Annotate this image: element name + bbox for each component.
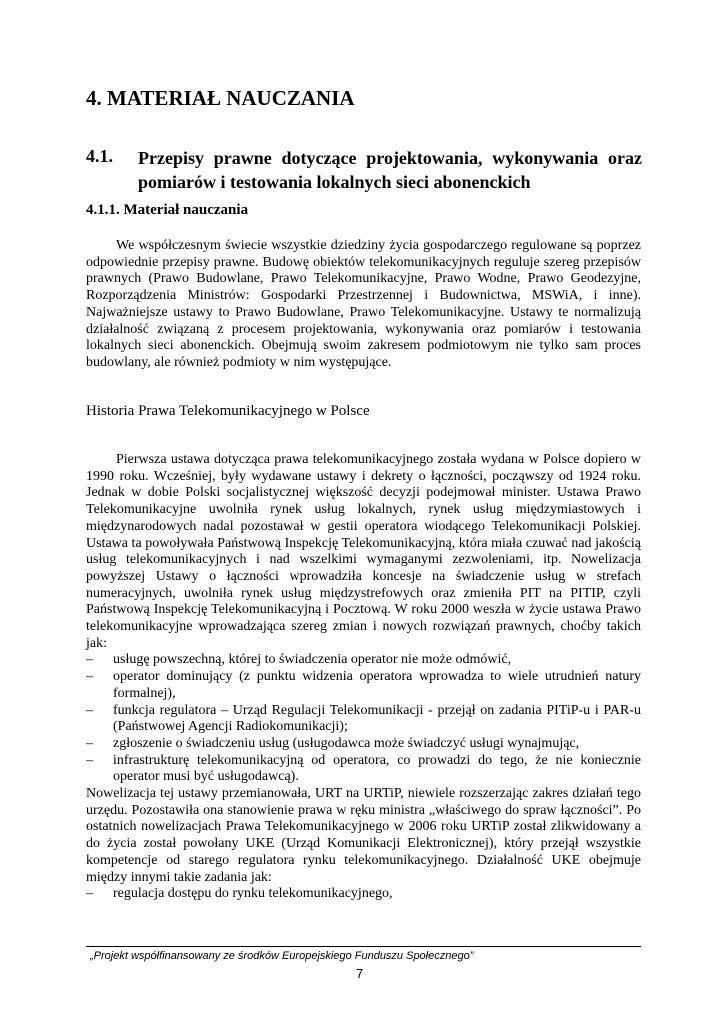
list-item: – regulacja dostępu do rynku telekomunikacyjnego, xyxy=(86,886,641,903)
subsection-title: 4.1.1. Materiał nauczania xyxy=(86,202,249,218)
list-item: – infrastrukturę telekomunikacyjną od operatora, co prowadzi do tego, że nie koniecznie operator musi być usługodawcą). xyxy=(86,753,641,786)
footer-divider xyxy=(86,946,641,947)
section-title: Przepisy prawne dotyczące projektowania, wykonywania oraz pomiarów i testowania lokalnych sieci abonenckich xyxy=(138,148,642,192)
uke-tasks-list xyxy=(86,886,641,903)
page-number: 7 xyxy=(356,966,364,981)
chapter-heading: 4. MATERIAŁ NAUCZANIA xyxy=(86,86,355,110)
list-item: – funkcja regulatora – Urząd Regulacji Telekomunikacji - przejął on zadania PITiP-u i PAR-u (Państwowej Agencji Radiokomunikacji); xyxy=(86,703,641,736)
intro-paragraph: We współczesnym świecie wszystkie dziedziny życia gospodarczego regulowane są poprzez odpowiednie przepisy prawne. Budowę obiektów telekomunikacyjnych reguluje szereg przepisów prawnych (Prawo Budowlane, Prawo Telekomunikacyjne, Prawo Wodne, Prawo Geodezyjne, Rozporządzenia Ministrów: Gospodarki Przestrzennej i Budownictwa, MSWiA, i inne). Najważniejsze ustawy to Prawo Budowlane, Prawo Telekomunikacyjne. Ustawy te normalizują działalność związaną z procesem projektowania, wykonywania oraz pomiarów i testowania lokalnych sieci abonenckich. Obejmują swoim zakresem podmiotowym nie tylko sam proces budowlany, ale również podmioty w nim występujące. xyxy=(86,238,641,370)
list-item: – zgłoszenie o świadczeniu usług (usługodawca może świadczyć usługi wynajmując, xyxy=(86,736,641,753)
section-number: 4.1. xyxy=(86,146,113,166)
list-item: – operator dominujący (z punktu widzenia operatora wprowadza to wiele utrudnień natury formalnej), xyxy=(86,669,641,702)
history-continuation-paragraph: Nowelizacja tej ustawy przemianowała, URT na URTiP, niewiele rozszerzając zakres działań tego urzędu. Pozostawiła ona stanowienie prawa w ręku ministra „właściwego do spraw łączności”. Po ostatnich nowelizacjach Prawa Telekomunikacyjnego w 2006 roku URTiP został zlikwidowany a do życia został powołany UKE (Urząd Komunikacji Elektronicznej), który przejął wszystkie kompetencje od starego regulatora rynku telekomunikacyjnego. Działalność UKE obejmuje między innymi takie zadania jak: xyxy=(86,786,641,885)
footer-note: „Projekt współfinansowany ze środków Europejskiego Funduszu Społecznego” xyxy=(90,950,474,962)
changes-list xyxy=(86,652,641,786)
history-heading: Historia Prawa Telekomunikacyjnego w Polsce xyxy=(86,403,370,419)
history-intro-paragraph: Pierwsza ustawa dotycząca prawa telekomunikacyjnego została wydana w Polsce dopiero w 1990 roku. Wcześniej, były wydawane ustawy i dekrety o łączności, począwszy od 1924 roku. Jednak w dobie Polski socjalistycznej większość decyzji podejmował minister. Ustawa Prawo Telekomunikacyjne uwolniła rynek usług lokalnych, rynek usług międzymiastowych i międzynarodowych nadal pozostawał w gestii operatora wiodącego Telekomunikacji Polskiej. Ustawa ta powoływała Państwową Inspekcję Telekomunikacyjną, która miała czuwać nad jakością usług telekomunikacyjnych i nad wszelkimi wymaganymi zezwoleniami, itp. Nowelizacja powyższej Ustawy o łączności wprowadziła koncesje na świadczenie usług w strefach numeracyjnych, uwolniła rynek usług międzystrefowych oraz zmieniła PIT na PITIP, czyli Państwową Inspekcję Telekomunikacyjną i Pocztową. W roku 2000 weszła w życie ustawa Prawo telekomunikacyjne wprowadzająca szereg zmian i nowych rozwiązań prawnych, choćby takich jak: xyxy=(86,452,641,651)
history-body xyxy=(86,452,641,903)
list-item: – usługę powszechną, której to świadczenia operator nie może odmówić, xyxy=(86,652,641,669)
